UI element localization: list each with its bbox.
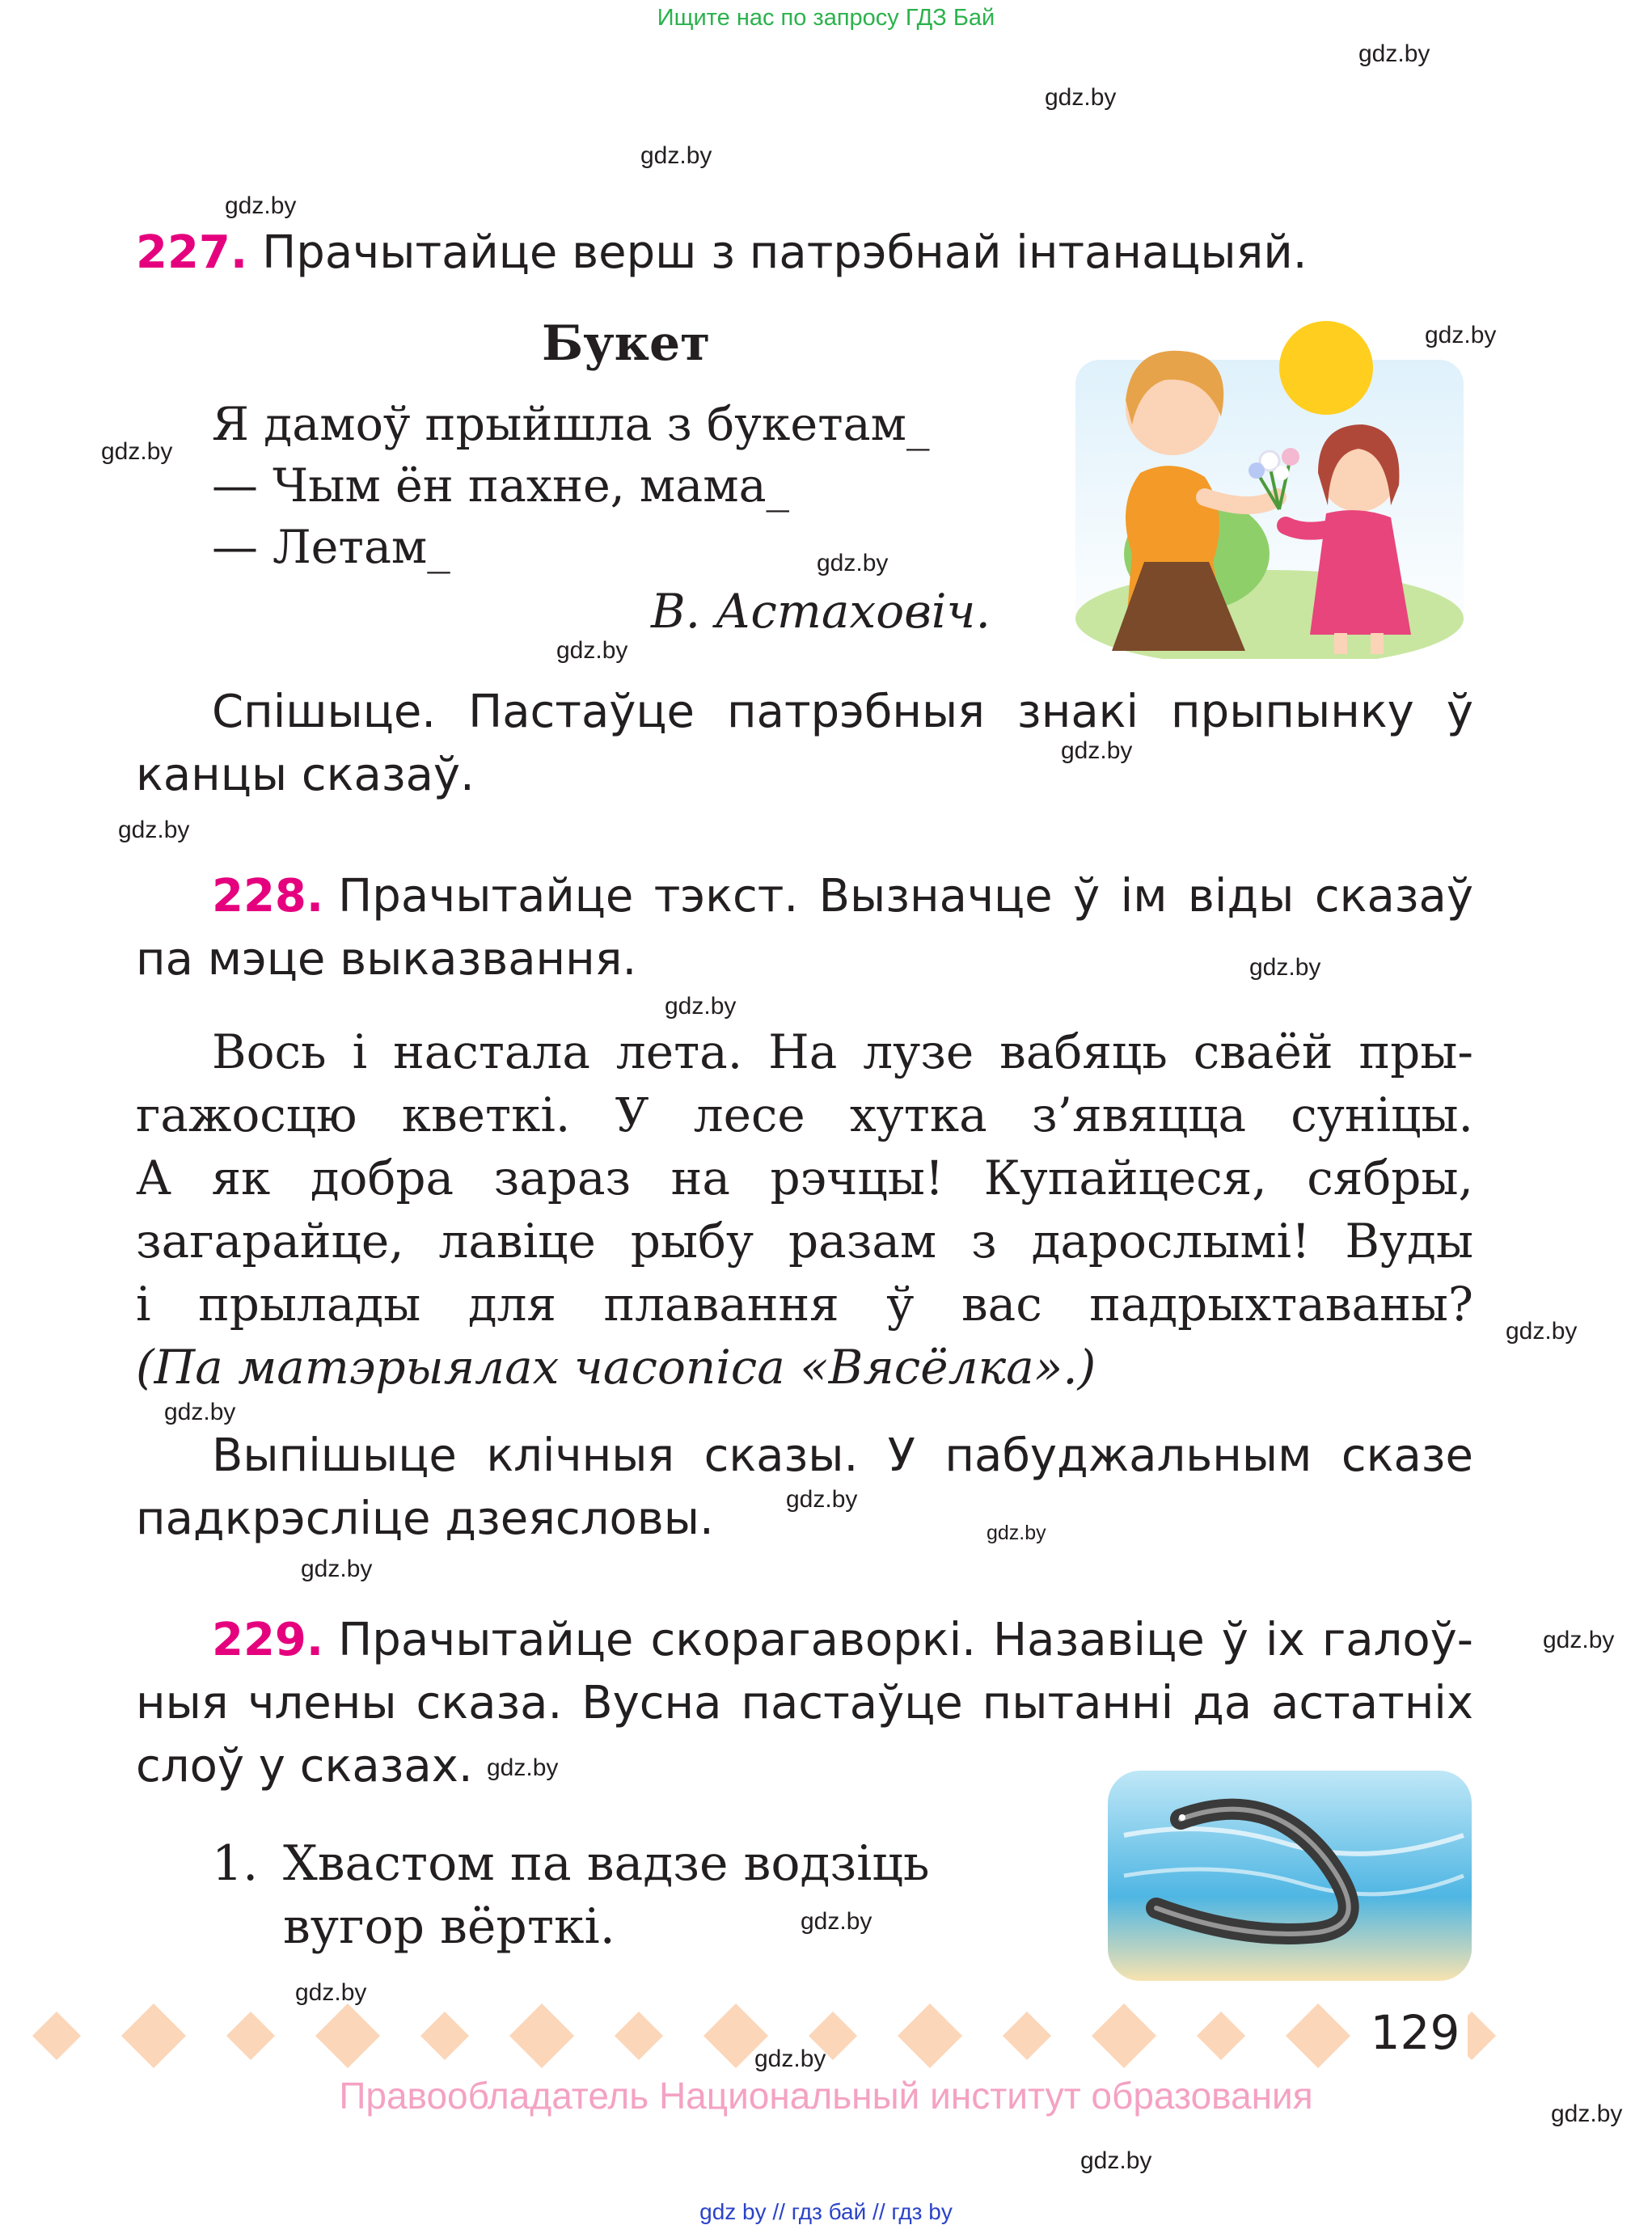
task-228-heading <box>212 865 1473 928</box>
watermark: gdz.by <box>786 1486 858 1513</box>
task-229-instruction-2: ныя члены сказа. Вусна пастаўце пытанні да астатніх <box>136 1677 1473 1729</box>
mother-daughter-bouquet-illustration <box>1067 311 1472 659</box>
task-229-heading <box>212 1609 1473 1672</box>
watermark: gdz.by <box>301 1556 373 1582</box>
text-line: Вось і настала лета. На лузе вабяць сваёй пры- <box>212 1024 1473 1079</box>
watermark: gdz.by <box>1543 1627 1615 1653</box>
task-227-text-1: Спішыце. Пастаўце патрэбныя знакі прыпынку ў <box>212 686 1473 738</box>
watermark: gdz.by <box>754 2046 826 2072</box>
poem-title: Букет <box>542 315 711 372</box>
text-line: гажосцю кветкі. У лесе хутка з’явяцца суніцы. <box>136 1087 1473 1142</box>
copyright-notice: Правообладатель Национальный институт образования <box>339 2075 1313 2117</box>
eel-illustration <box>1108 1771 1472 1981</box>
task-instruction: Прачытайце верш з патрэбнай інтанацыяй. <box>262 226 1308 279</box>
watermark: gdz.by <box>1061 737 1133 764</box>
page-number: 129 <box>1363 1997 1468 2068</box>
watermark: gdz.by <box>817 550 889 576</box>
tongue-twister-line: вугор вёрткі. <box>283 1898 615 1955</box>
poem-line: — Чым ён пахне, мама_ <box>212 459 790 513</box>
watermark: gdz.by <box>1080 2147 1152 2174</box>
watermark: gdz.by <box>1045 84 1117 111</box>
task-228-text-2: падкрэсліце дзеясловы. <box>136 1492 714 1545</box>
text-source: (Па матэрыялах часопіса «Вясёлка».) <box>136 1340 1096 1395</box>
watermark: gdz.by <box>101 438 173 465</box>
task-number: 229. <box>212 1614 324 1666</box>
list-item-number: 1. <box>212 1835 259 1892</box>
poem-author: В. Астаховіч. <box>651 584 991 639</box>
task-number: 228. <box>212 870 324 923</box>
watermark: gdz.by <box>295 1979 367 2006</box>
watermark: gdz.by <box>164 1399 236 1425</box>
watermark: gdz.by <box>118 817 190 843</box>
task-instruction: Прачытайце тэкст. Вызначце ў ім віды сказаў <box>338 870 1473 923</box>
poem-line: Я дамоў прыйшла з букетам_ <box>212 398 930 451</box>
task-228-instruction-2: па мэце выказвання. <box>136 933 637 986</box>
task-number: 227. <box>136 226 248 279</box>
watermark: gdz.by <box>1506 1318 1578 1345</box>
folk-ornament-band <box>0 1995 1520 2076</box>
text-line: А як добра зараз на рэчцы! Купайцеся, сябры, <box>136 1150 1473 1205</box>
poem-line: — Летам_ <box>212 521 450 574</box>
watermark: gdz.by <box>1358 40 1430 67</box>
watermark: gdz.by <box>801 1908 872 1935</box>
task-227-text-2: канцы сказаў. <box>136 749 475 801</box>
task-instruction: Прачытайце скорагаворкі. Назавіце ў іх галоў- <box>338 1614 1473 1666</box>
watermark: gdz.by <box>640 142 712 169</box>
tongue-twister-line: Хвастом па вадзе водзіць <box>283 1835 930 1892</box>
watermark: gdz.by <box>987 1522 1046 1544</box>
watermark: gdz.by <box>487 1754 559 1781</box>
watermark: gdz.by <box>556 637 628 664</box>
text-line: і прылады для плавання ў вас падрыхтаваны? <box>136 1277 1473 1332</box>
top-banner[interactable]: Ищите нас по запросу ГДЗ Бай <box>657 5 995 31</box>
watermark: gdz.by <box>1425 322 1497 348</box>
watermark: gdz.by <box>665 993 737 1020</box>
task-228-text-1: Выпішыце клічныя сказы. У пабуджальным сказе <box>212 1429 1473 1482</box>
task-227-heading <box>136 222 1462 285</box>
watermark: gdz.by <box>1249 954 1321 981</box>
task-229-instruction-3: слоў у сказах. <box>136 1740 473 1792</box>
footer-links[interactable]: gdz by // гдз бай // гдз by <box>699 2199 953 2224</box>
watermark: gdz.by <box>225 192 297 219</box>
watermark: gdz.by <box>1551 2100 1623 2127</box>
text-line: загарайце, лавіце рыбу разам з дарослымі! Вуды <box>136 1214 1473 1269</box>
